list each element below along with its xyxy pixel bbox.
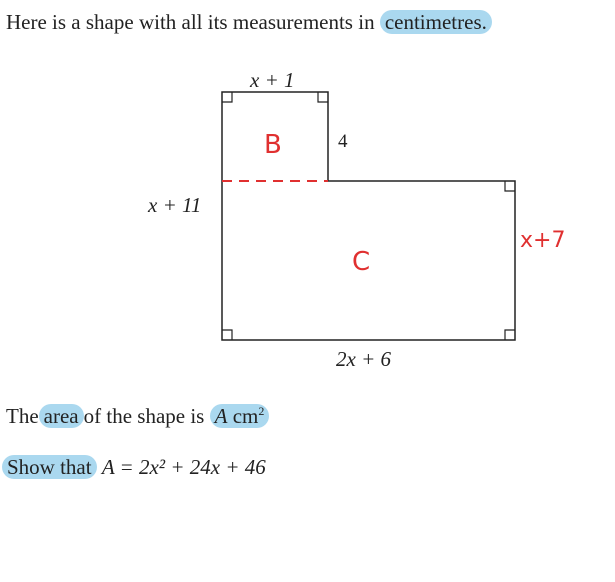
top-label: x + 1 <box>250 68 295 92</box>
bottom-label: 2x + 6 <box>336 347 391 371</box>
highlight-centimetres: centimetres. <box>380 10 492 34</box>
area-prefix: The <box>6 404 39 428</box>
area-middle: of the shape is <box>83 404 205 428</box>
region-b-label: B <box>264 130 282 160</box>
highlight-show-that: Show that <box>2 455 97 479</box>
left-label: x + 11 <box>148 193 202 217</box>
area-text <box>6 404 269 429</box>
highlight-a-cm2 <box>210 404 270 428</box>
area-unit-power: 2 <box>258 404 265 418</box>
intro-prefix: Here is a shape with all its measurements in <box>6 10 375 34</box>
region-c-label: C <box>352 247 371 277</box>
side-b-label: 4 <box>338 131 348 152</box>
show-that-text <box>2 455 266 480</box>
right-label: x+7 <box>520 228 566 253</box>
equation: A = 2x² + 24x + 46 <box>101 455 266 479</box>
area-unit: cm <box>232 404 259 428</box>
highlight-area: area <box>39 404 84 428</box>
area-variable: A <box>214 404 228 428</box>
